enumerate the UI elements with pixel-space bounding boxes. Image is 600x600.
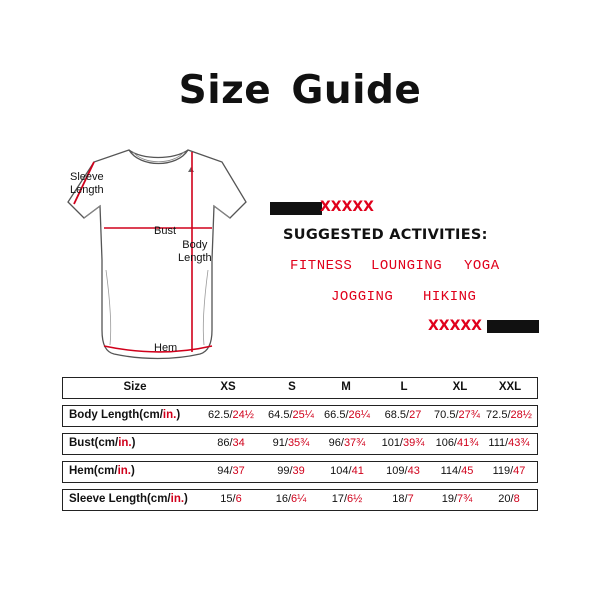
- table-cell: 16/6¼: [275, 493, 307, 505]
- table-cell: 94/37: [217, 465, 245, 477]
- table-cell: 106/41¾: [435, 437, 479, 449]
- row-label-hem: [69, 465, 135, 477]
- activity-lounging: LOUNGING: [371, 258, 443, 274]
- activity-hiking: HIKING: [423, 289, 477, 305]
- table-cell: 62.5/24½: [208, 409, 254, 421]
- header-xs: XS: [220, 381, 236, 393]
- table-cell: 18/7: [392, 493, 414, 505]
- table-cell: 114/45: [440, 465, 474, 477]
- table-cell: 104/41: [330, 465, 364, 477]
- label-cm: Hem(cm/: [69, 465, 118, 477]
- sleeve-label-line1: Sleeve: [70, 171, 104, 183]
- label-close: ): [131, 465, 135, 477]
- label-in: in.: [117, 465, 131, 477]
- table-cell: 17/6½: [331, 493, 363, 505]
- body-label-line2: Length: [178, 252, 212, 264]
- table-cell: 66.5/26¼: [324, 409, 370, 421]
- header-xl: XL: [452, 381, 468, 393]
- header-xxl: XXL: [498, 381, 522, 393]
- label-close: ): [184, 493, 188, 505]
- header-m: M: [341, 381, 351, 393]
- label-cm: Bust(cm/: [69, 437, 119, 449]
- row-label-body-length: [69, 409, 180, 421]
- label-close: ): [176, 409, 181, 421]
- body-length-label: [178, 239, 212, 265]
- table-cell: 15/6: [220, 493, 242, 505]
- table-row-bust: [62, 433, 538, 455]
- table-row-sleeve-length: [62, 489, 538, 511]
- activity-fitness: FITNESS: [290, 258, 353, 274]
- table-cell: 91/35¾: [272, 437, 310, 449]
- header-s: S: [288, 381, 296, 393]
- table-cell: 72.5/28½: [486, 409, 532, 421]
- header-l: L: [400, 381, 408, 393]
- label-in: in.: [162, 409, 177, 421]
- table-cell: 68.5/27: [384, 409, 422, 421]
- table-cell: 109/43: [386, 465, 420, 477]
- table-row-hem: [62, 461, 538, 483]
- sleeve-length-label: [70, 171, 104, 197]
- activity-yoga: YOGA: [464, 258, 500, 274]
- table-cell: 96/37¾: [328, 437, 366, 449]
- table-cell: 70.5/27¾: [434, 409, 480, 421]
- label-close: ): [131, 437, 136, 449]
- label-in: in.: [118, 437, 132, 449]
- table-cell: 19/7¾: [441, 493, 473, 505]
- body-label-line1: Body: [182, 239, 208, 251]
- suggested-activities-heading: SUGGESTED ACTIVITIES:: [283, 227, 488, 243]
- hem-label: Hem: [154, 342, 178, 354]
- table-cell: 64.5/25¼: [268, 409, 314, 421]
- table-cell: 20/8: [498, 493, 520, 505]
- label-cm: Sleeve Length(cm/: [69, 493, 171, 505]
- table-cell: 111/43¾: [488, 437, 530, 449]
- header-size: Size: [123, 381, 147, 393]
- table-cell: 86/34: [217, 437, 245, 449]
- activity-jogging: JOGGING: [331, 289, 394, 305]
- table-header-row: [62, 377, 538, 399]
- row-label-bust: [69, 437, 135, 449]
- redaction-bar-top: [270, 202, 322, 215]
- bust-label: Bust: [154, 225, 177, 237]
- redacted-text-bottom: XXXXX: [428, 318, 482, 334]
- label-cm: Body Length(cm/: [69, 409, 163, 421]
- label-in: in.: [170, 493, 185, 505]
- row-label-sleeve-length: [69, 493, 188, 505]
- table-cell: 99/39: [277, 465, 305, 477]
- table-row-body-length: [62, 405, 538, 427]
- table-cell: 119/47: [492, 465, 526, 477]
- table-cell: 101/39¾: [381, 437, 425, 449]
- redacted-text-top: XXXXX: [320, 199, 374, 215]
- page-title: Size Guide: [178, 68, 422, 113]
- sleeve-label-line2: Length: [70, 184, 104, 196]
- redaction-bar-bottom: [487, 320, 539, 333]
